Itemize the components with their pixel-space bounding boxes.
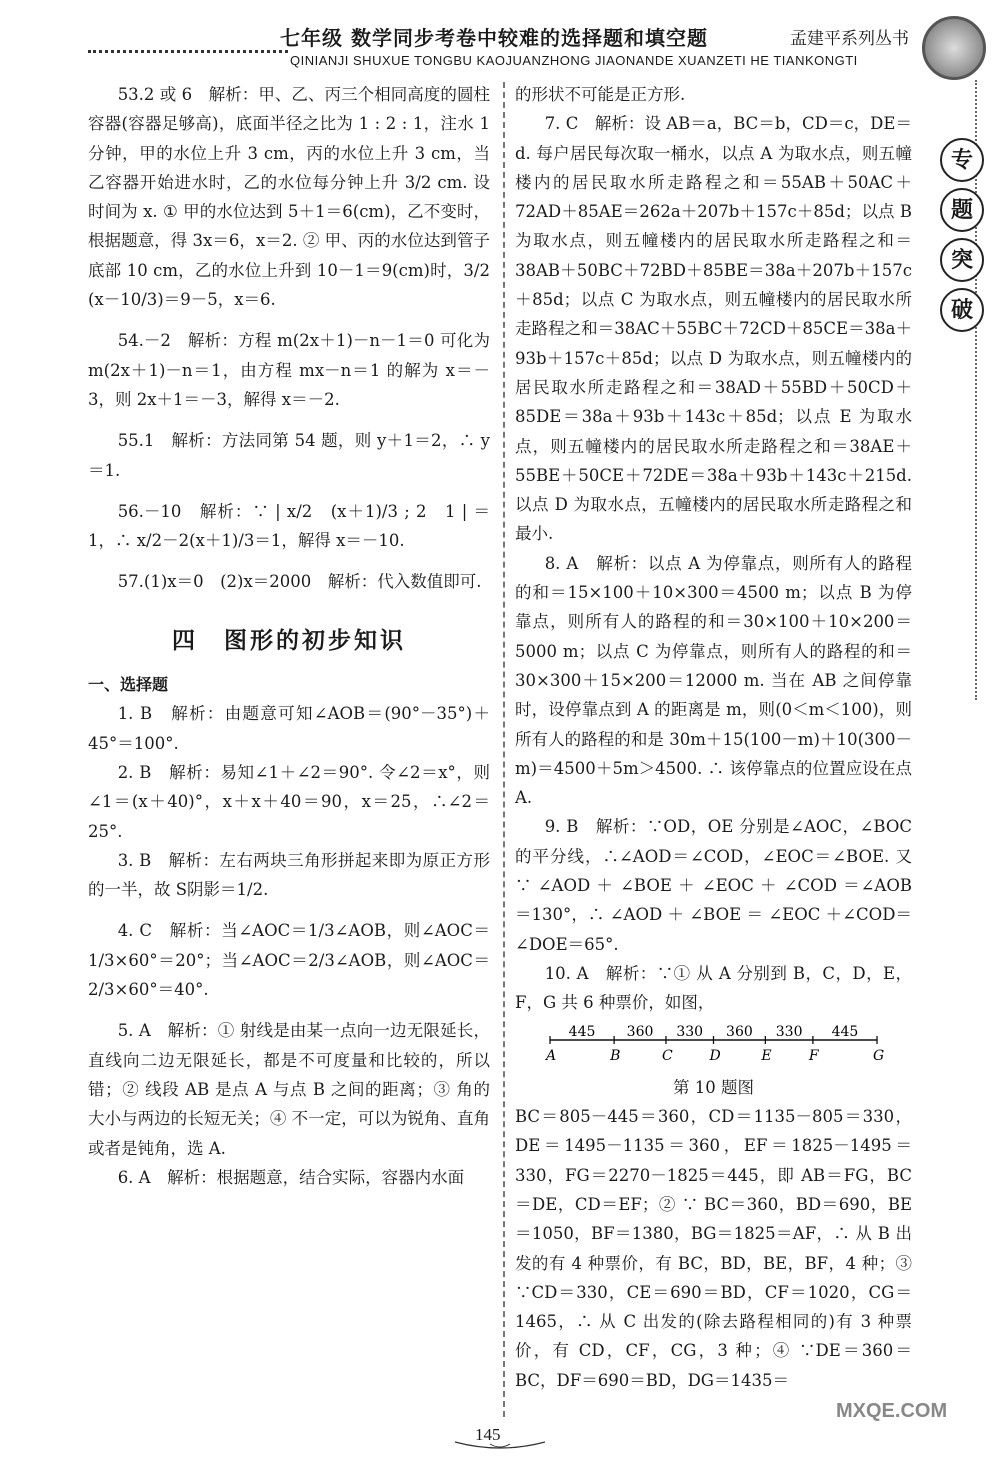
segment-length-label: 445 (831, 1023, 859, 1040)
side-tag-3: 突 (940, 238, 984, 282)
point-label: B (610, 1047, 621, 1064)
answer-7: 7. C 解析：设 AB＝a，BC＝b，CD＝c，DE＝d. 每户居民每次取一桶水，以点 A 为取水点，则五幢楼内的居民取水所走路程之和＝55AB＋50AC＋72AD＋85AE＝262a＋207b＋157c＋85d；以点 B 为取水点，则五幢楼内的居民取水所走路程之和＝38AB＋50BC＋72BD＋85BE＝38a＋207b＋157c＋85d；以点 C 为取水点，则五幢楼内的居民取水所走路程之和＝38AC＋55BC＋72CD＋85CE＝38a＋93b＋157c＋85d；以点 D 为取水点，则五幢楼内的居民取水所走路程之和＝38AD＋55BD＋50CD＋85DE＝38a＋93b＋143c＋85d；以点 E 为取水点，则五幢楼内的居民取水所走路程之和＝38AE＋55BE＋50CE＋72DE＝38a＋93b＋143c＋215d. 以点 D 为取水点，五幢楼内的居民取水所走路程之和最小. (515, 114, 912, 544)
segment-length-label: 330 (676, 1023, 704, 1040)
answer-9: 9. B 解析：∵OD，OE 分别是∠AOC，∠BOC 的平分线，∴∠AOD＝∠COD，∠EOC＝∠BOE. 又∵ ∠AOD ＋ ∠BOE ＋ ∠EOC ＋ ∠COD ＝∠AOB＝130°，∴ ∠AOD ＋ ∠BOE ＝ ∠EOC ＋∠COD＝∠DOE＝65°. (515, 817, 912, 954)
page-number: 145 (475, 1425, 501, 1444)
point-label: F (808, 1047, 819, 1064)
answer-10-continued: BC＝805－445＝360，CD＝1135－805＝330，DE＝1495－1135＝360，EF＝1825－1495＝330，FG＝2270－1825＝445，即 AB＝FG，BC＝DE，CD＝EF；② ∵ BC＝360，BD＝690，BE＝1050，BF＝1380，BG＝1825＝AF，∴ 从 B 出发的有 4 种票价，有 BC，BD，BE，BF，4 种；③ ∵CD＝330，CE＝690＝BD，CF＝1020，CG＝1465，∴ 从 C 出发的(除去路程相同的)有 3 种票价，有 CD，CF，CG，3 种；④ ∵DE＝360＝BC，DF＝690＝BD，DG＝1435＝ (515, 1107, 912, 1390)
point-label: D (709, 1047, 721, 1064)
answer-5: 5. A 解析：① 射线是由某一点向一边无限延长，直线向二边无限延长，都是不可度量和比较的，所以错；② 线段 AB 是点 A 与点 B 之间的距离；③ 角的大小与两边的长短无关；④ 不一定，可以为锐角、直角或者是钝角，选 A. (88, 1021, 490, 1158)
segment-length-label: 330 (775, 1023, 803, 1040)
segment-length-label: 360 (626, 1023, 654, 1040)
answer-55: 55.1 解析：方法同第 54 题，则 y＋1＝2，∴ y＝1. (88, 431, 490, 480)
answer-1: 1. B 解析：由题意可知∠AOB＝(90°－35°)＋45°＝100°. (88, 704, 490, 753)
fare-line-svg (515, 1024, 912, 1066)
answer-57: 57.(1)x＝0 (2)x＝2000 解析：代入数值即可. (117, 572, 482, 592)
answer-8: 8. A 解析：以点 A 为停靠点，则所有人的路程的和＝15×100＋10×300＝4500 m；以点 B 为停靠点，则所有人的路程的和＝30×100＋10×200＝5000 m；以点 C 为停靠点，则所有人的路程的和＝30×300＋15×200＝12000 m. 当在 AB 之间停靠时，设停靠点到 A 的距离是 m，则(0＜m＜100)，则所有人的路程的和是 30m＋15(100－m)＋10(300－m)＝4500＋5m＞4500. ∴ 该停靠点的位置应设在点 A. (515, 553, 912, 808)
side-tag-2: 题 (940, 188, 984, 232)
point-label: G (873, 1047, 885, 1064)
header-series: 孟建平系列丛书 (790, 29, 909, 49)
series-logo-icon (922, 16, 986, 80)
point-label: E (761, 1047, 772, 1064)
answer-53: 53.2 或 6 解析：甲、乙、丙三个相同高度的圆柱容器(容器足够高)，底面半径之比为 1 : 2 : 1，注水 1 分钟，甲的水位上升 3 cm，丙的水位上升 3 cm，当乙容器开始进水时，乙的水位每分钟上升 3/2 cm. 设时间为 x. ① 甲的水位达到 5＋1＝6(cm)，乙不变时，根据题意，得 3x＝6，x＝2. ② 甲、丙的水位达到管子底部 10 cm，乙的水位上升到 10－1＝9(cm)时，3/2 (x－10/3)＝9－5，x＝6. (88, 85, 490, 310)
watermark: MXQE.COM (836, 1400, 948, 1422)
fare-line-figure (515, 1024, 912, 1075)
section-heading: 四 图形的初步知识 (172, 627, 406, 654)
side-tag-1: 专 (940, 138, 984, 182)
point-label: A (546, 1047, 557, 1064)
header-title: 七年级 数学同步考卷中较难的选择题和填空题 (280, 26, 708, 50)
segment-length-label: 360 (726, 1023, 753, 1040)
side-tag-4: 破 (940, 288, 984, 332)
answer-6: 6. A 解析：根据题意，结合实际，容器内水面 (117, 1167, 465, 1187)
answer-10: 10. A 解析：∵① 从 A 分别到 B，C，D，E，F，G 共 6 种票价，如图， (515, 963, 912, 1013)
answer-6-continued: 的形状不可能是正方形. (515, 85, 686, 104)
header-dots (88, 50, 288, 53)
answer-4: 4. C 解析：当∠AOC＝1/3∠AOB，则∠AOC＝1/3×60°＝20°；当∠AOC＝2/3∠AOB，则∠AOC＝2/3×60°＝40°. (88, 921, 490, 1000)
left-column (88, 80, 490, 1192)
column-divider (503, 82, 505, 1417)
answer-2: 2. B 解析：易知∠1＋∠2＝90°. 令∠2＝x°，则∠1＝(x＋40)°，x＋x＋40＝90，x＝25，∴∠2＝25°. (88, 762, 490, 841)
point-label: C (661, 1047, 673, 1064)
right-column (515, 80, 912, 1395)
figure-caption: 第 10 题图 (673, 1077, 754, 1097)
subsection-heading: 一、选择题 (88, 675, 169, 695)
answer-3: 3. B 解析：左右两块三角形拼起来即为原正方形的一半，故 S阴影＝1/2. (88, 850, 490, 900)
answer-54: 54.－2 解析：方程 m(2x＋1)－n－1＝0 可化为 m(2x＋1)－n＝1，由方程 mx－n＝1 的解为 x＝－3，则 2x＋1＝－3，解得 x＝－2. (88, 331, 490, 409)
header-pinyin: QINIANJI SHUXUE TONGBU KAOJUANZHONG JIAONANDE XUANZETI HE TIANKONGTI (290, 53, 858, 68)
segment-length-label: 445 (568, 1023, 596, 1040)
answer-56: 56.－10 解析：∵ | x/2 (x＋1)/3 ; 2 1 | ＝1，∴ x/2－2(x＋1)/3＝1，解得 x＝－10. (88, 501, 490, 551)
